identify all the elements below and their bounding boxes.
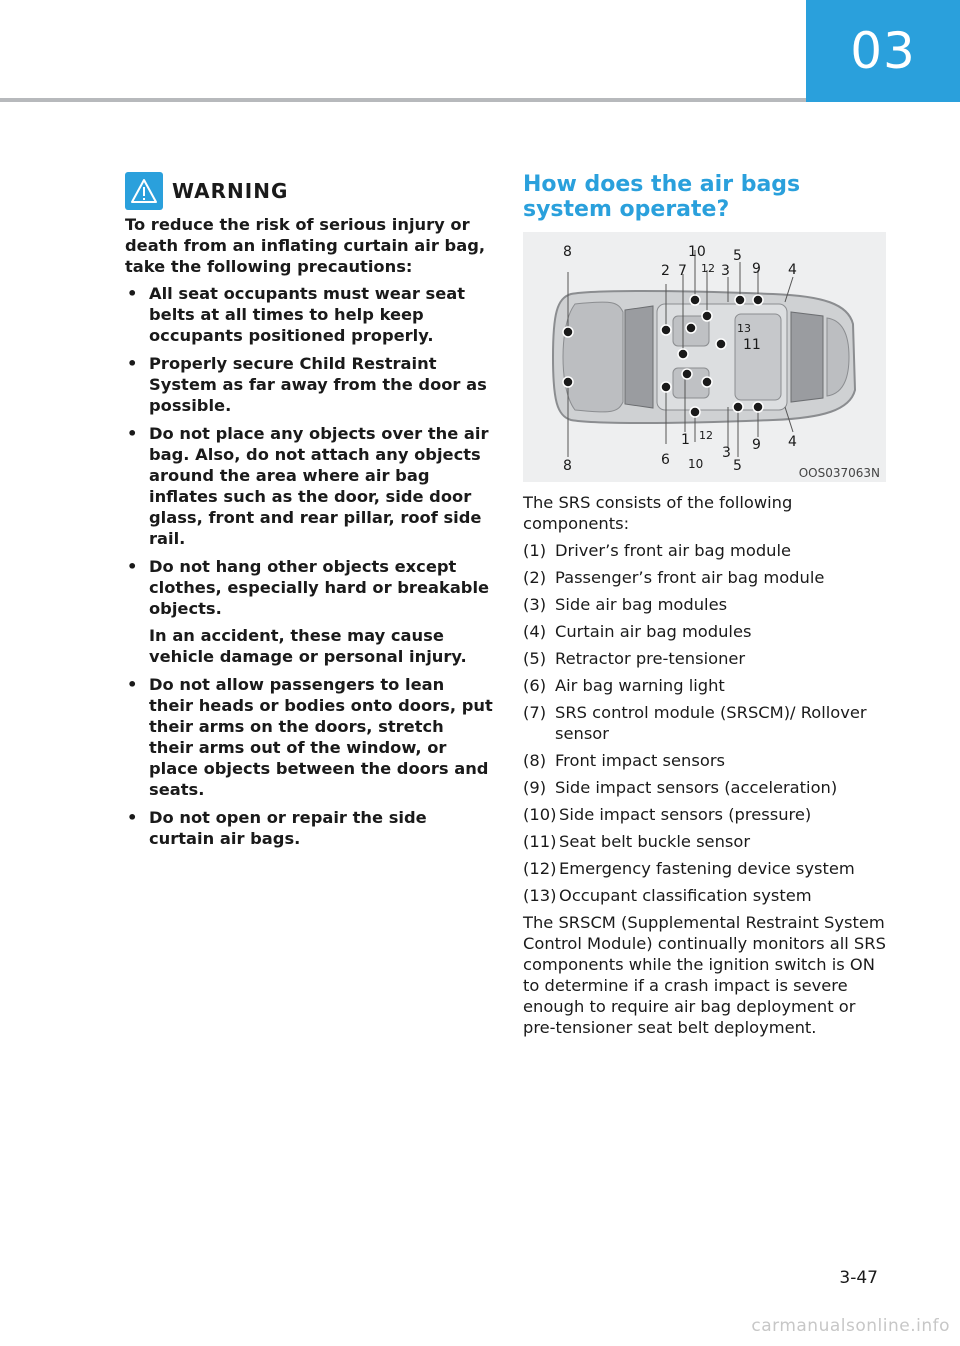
- warning-item-note: In an accident, these may cause vehicle damage or personal injury.: [149, 626, 467, 666]
- watermark: carmanualsonline.info: [751, 1316, 950, 1336]
- warning-triangle-icon: [125, 172, 163, 210]
- diagram-label: 7: [678, 263, 687, 279]
- diagram-label: 9: [752, 437, 761, 453]
- list-item: (8) Front impact sensors: [523, 751, 725, 770]
- components-intro: The SRS consists of the following components:: [523, 493, 793, 533]
- header-rule: [0, 98, 806, 102]
- diagram-label: 5: [733, 458, 742, 474]
- srs-section: [523, 172, 888, 1038]
- diagram-label: 2: [661, 263, 670, 279]
- warning-item: • Do not hang other objects except clothes, especially hard or breakable objects. In an accident, these may cause vehicle damage or personal injury.: [125, 556, 493, 667]
- warning-box: [125, 170, 493, 856]
- list-item: (1) Driver’s front air bag module: [523, 541, 792, 560]
- srscm-description: The SRSCM (Supplemental Restraint System Control Module) continually monitors all SRS components while the ignition switch is ON to determine if a crash impact is severe enough to require air bag deployment or pre-tensioner seat belt deployment.: [523, 913, 886, 1037]
- diagram-label: 3: [721, 263, 730, 279]
- diagram-label: 13: [737, 322, 751, 335]
- warning-list: [125, 283, 493, 849]
- list-item: (10) Side impact sensors (pressure): [523, 805, 812, 824]
- diagram-label: 10: [688, 244, 706, 260]
- diagram-label: 4: [788, 262, 797, 278]
- diagram-label: 1: [681, 432, 690, 448]
- list-item: (13) Occupant classification system: [523, 886, 812, 905]
- warning-header: [125, 170, 493, 212]
- car-top-view-illustration: [523, 232, 886, 482]
- list-item: (5) Retractor pre-tensioner: [523, 649, 746, 668]
- diagram-label: 6: [661, 452, 670, 468]
- diagram-label: 9: [752, 261, 761, 277]
- list-item: (2) Passenger’s front air bag module: [523, 568, 825, 587]
- airbag-diagram: [523, 232, 886, 482]
- diagram-label: 12: [699, 429, 713, 442]
- warning-title: WARNING: [172, 179, 289, 203]
- section-title: How does the air bags system operate?: [523, 172, 801, 222]
- figure-code: OOS037063N: [798, 466, 880, 480]
- diagram-label: 8: [563, 244, 572, 260]
- list-item: (12) Emergency fastening device system: [523, 859, 855, 878]
- list-item: (9) Side impact sensors (acceleration): [523, 778, 838, 797]
- warning-item: • Do not place any objects over the air bag. Also, do not attach any objects around the area where air bag inflates such as the door, side door glass, front and rear pillar, roof side rail.: [125, 423, 493, 549]
- list-item: (7) SRS control module (SRSCM)/ Rollover sensor: [523, 703, 867, 743]
- diagram-label: 4: [788, 434, 797, 450]
- list-item: (11) Seat belt buckle sensor: [523, 832, 751, 851]
- components-list: [523, 540, 888, 906]
- warning-intro: To reduce the risk of serious injury or death from an inflating curtain air bag, take the following precautions:: [125, 215, 486, 276]
- warning-item: • All seat occupants must wear seat belts at all times to help keep occupants positioned properly.: [125, 283, 493, 346]
- list-item: (4) Curtain air bag modules: [523, 622, 752, 641]
- list-item: (6) Air bag warning light: [523, 676, 725, 695]
- diagram-label: 8: [563, 458, 572, 474]
- list-item: (3) Side air bag modules: [523, 595, 728, 614]
- diagram-label: 12: [701, 262, 715, 275]
- warning-item: • Do not open or repair the side curtain air bags.: [125, 807, 493, 849]
- warning-item: • Properly secure Child Restraint System as far away from the door as possible.: [125, 353, 493, 416]
- diagram-label: 3: [722, 445, 731, 461]
- chapter-tab: 03: [806, 0, 960, 102]
- diagram-label: 10: [688, 457, 704, 471]
- diagram-label: 11: [743, 337, 761, 353]
- page-number: 3-47: [839, 1268, 878, 1288]
- diagram-label: 5: [733, 248, 742, 264]
- warning-item: • Do not allow passengers to lean their heads or bodies onto doors, put their arms on the doors, stretch their arms out of the window, or place objects between the doors and seats.: [125, 674, 493, 800]
